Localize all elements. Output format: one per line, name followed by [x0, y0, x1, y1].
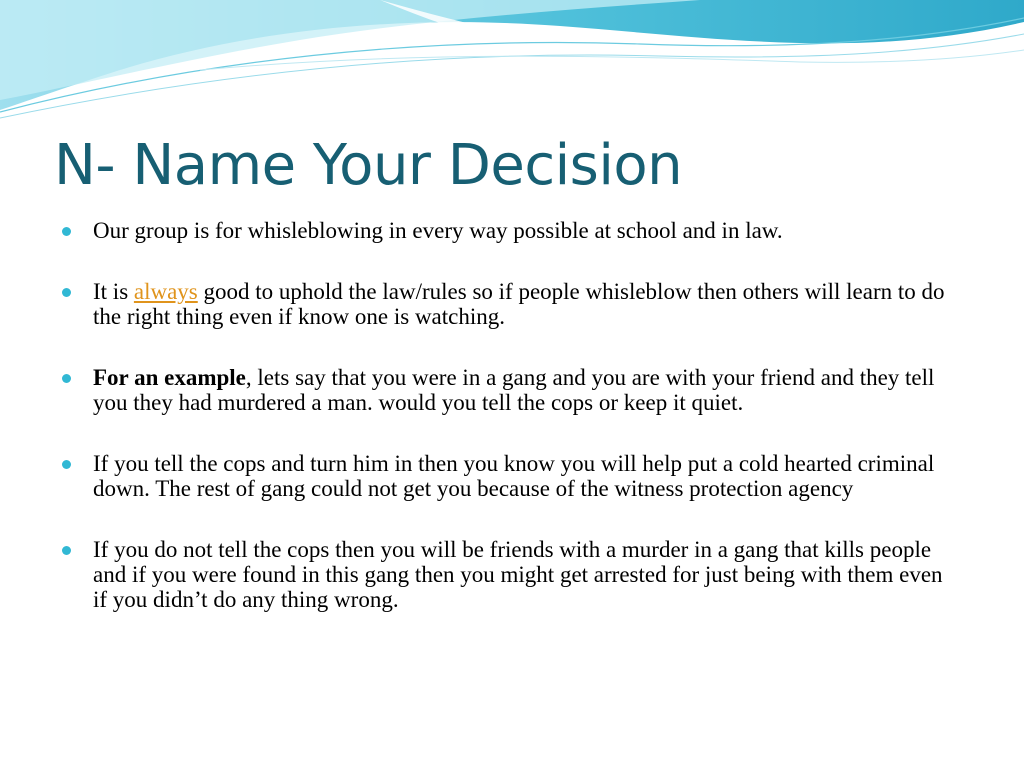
bullet-item-4 [60, 451, 960, 501]
slide-title: N- Name Your Decision [54, 133, 683, 198]
bullet-text: If you tell the cops and turn him in then you know you will help put a cold hearted criminal down. The rest of gang could not get you because of the witness protection agency [93, 451, 935, 501]
bullet-dot-icon [62, 227, 71, 236]
bullet-text-suffix: , lets say that you were in a gang and you are with your friend and they tell you they had murdered a man. would you tell the cops or keep it quiet. [93, 365, 935, 415]
bullet-dot-icon [62, 374, 71, 383]
bullet-bold-lead: For an example [93, 365, 246, 390]
bullet-dot-icon [62, 546, 71, 555]
bullet-item-3 [60, 365, 960, 415]
bullet-text: If you do not tell the cops then you will be friends with a murder in a gang that kills people and if you were found in this gang then you might get arrested for just being with them even if you didn’t do any thing wrong. [93, 537, 943, 612]
always-link[interactable]: always [133, 279, 198, 304]
bullet-item-2 [60, 279, 960, 329]
bullet-dot-icon [62, 288, 71, 297]
bullet-text: Our group is for whisleblowing in every way possible at school and in law. [93, 218, 783, 243]
bullet-list [60, 218, 960, 648]
bullet-dot-icon [62, 460, 71, 469]
bullet-item-1 [60, 218, 960, 243]
bullet-item-5 [60, 537, 960, 612]
bullet-text-suffix: good to uphold the law/rules so if people whisleblow then others will learn to do the right thing even if know one is watching. [93, 279, 945, 329]
bullet-text-prefix: It is [93, 279, 134, 304]
header-wave-decoration [0, 0, 1024, 130]
